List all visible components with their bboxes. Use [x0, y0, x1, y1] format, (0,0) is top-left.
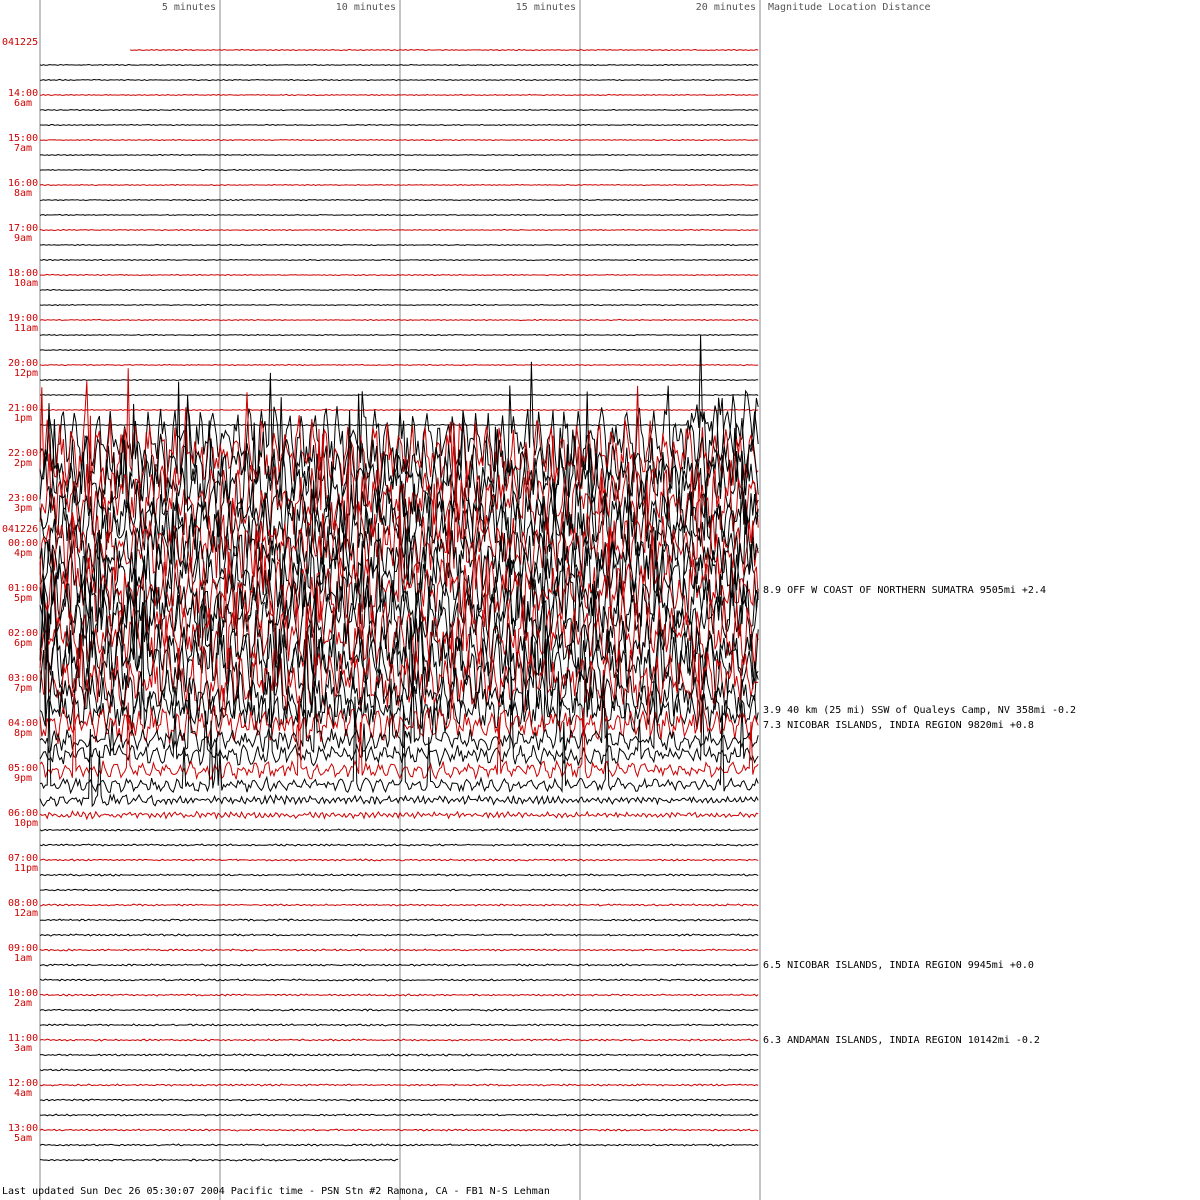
utc-hour-label: 01:00: [8, 583, 39, 594]
event-column-label: Magnitude Location Distance: [768, 2, 931, 13]
seismic-trace: [40, 904, 758, 906]
event-annotation: 3.9 40 km (25 mi) SSW of Qualeys Camp, NV 358mi -0.2: [763, 705, 1077, 716]
utc-hour-label: 00:00: [8, 538, 39, 549]
seismic-trace: [40, 1114, 758, 1116]
seismic-trace: [40, 889, 758, 891]
local-hour-label: 9am: [14, 233, 33, 244]
local-hour-label: 3pm: [14, 503, 33, 514]
event-annotation: 6.5 NICOBAR ISLANDS, INDIA REGION 9945mi +0.0: [763, 960, 1034, 971]
seismic-trace: [40, 409, 758, 410]
seismic-trace: [40, 1009, 758, 1011]
local-hour-label: 7pm: [14, 683, 33, 694]
seismic-trace: [40, 1144, 758, 1146]
seismic-trace: [40, 319, 758, 320]
utc-hour-label: 12:00: [8, 1078, 39, 1089]
local-hour-label: 2am: [14, 998, 33, 1009]
trace-group: [40, 49, 758, 1161]
seismic-trace: [40, 394, 758, 395]
local-hour-label: 10pm: [14, 818, 39, 829]
seismic-trace: [40, 169, 758, 170]
seismic-trace: [40, 1069, 758, 1071]
utc-hour-label: 05:00: [8, 763, 39, 774]
local-hour-label: 12pm: [14, 368, 39, 379]
seismic-trace: [40, 244, 758, 245]
local-hour-label: 10am: [14, 278, 39, 289]
local-hour-label: 12am: [14, 908, 39, 919]
utc-hour-label: 03:00: [8, 673, 39, 684]
seismic-trace: [40, 874, 758, 876]
minute-label: 20 minutes: [695, 2, 756, 13]
seismic-trace: [40, 829, 758, 831]
utc-hour-label: 23:00: [8, 493, 39, 504]
local-hour-label: 6am: [14, 98, 33, 109]
utc-hour-label: 22:00: [8, 448, 39, 459]
local-hour-label: 4pm: [14, 548, 33, 559]
seismic-trace: [40, 1129, 758, 1131]
minute-label: 5 minutes: [161, 2, 216, 13]
seismic-trace: [40, 349, 758, 350]
seismic-trace: [40, 64, 758, 65]
seismic-trace: [40, 844, 758, 846]
local-hour-label: 8pm: [14, 728, 33, 739]
local-hour-label: 5am: [14, 1133, 33, 1144]
utc-hour-label: 02:00: [8, 628, 39, 639]
utc-hour-label: 07:00: [8, 853, 39, 864]
seismic-trace: [40, 334, 758, 335]
seismic-trace: [40, 94, 758, 95]
seismic-trace: [40, 729, 758, 806]
footer-status: Last updated Sun Dec 26 05:30:07 2004 Pacific time - PSN Stn #2 Ramona, CA - FB1 N-S Lehman: [2, 1186, 550, 1197]
local-hour-label: 11am: [14, 323, 39, 334]
utc-hour-label: 20:00: [8, 358, 39, 369]
local-hour-label: 4am: [14, 1088, 33, 1099]
local-hour-label: 1am: [14, 953, 33, 964]
seismic-trace: [40, 934, 758, 936]
seismic-trace: [40, 79, 758, 80]
seismic-trace: [40, 979, 758, 981]
seismic-trace: [40, 1084, 758, 1086]
date-label: 041225: [2, 37, 39, 48]
seismic-trace: [40, 304, 758, 305]
utc-hour-label: 11:00: [8, 1033, 39, 1044]
seismic-trace: [40, 994, 758, 996]
seismic-trace: [40, 289, 758, 290]
seismic-trace: [40, 1054, 758, 1056]
event-annotation: 7.3 NICOBAR ISLANDS, INDIA REGION 9820mi +0.8: [763, 720, 1034, 731]
seismic-trace: [40, 949, 758, 951]
seismic-trace: [40, 811, 758, 819]
minute-label: 15 minutes: [515, 2, 576, 13]
seismic-trace: [40, 139, 758, 140]
utc-hour-label: 08:00: [8, 898, 39, 909]
seismic-trace: [40, 154, 758, 155]
seismic-trace: [40, 919, 758, 921]
local-hour-label: 2pm: [14, 458, 33, 469]
seismic-trace: [40, 109, 758, 110]
utc-hour-label: 18:00: [8, 268, 39, 279]
local-hour-label: 6pm: [14, 638, 33, 649]
seismic-trace: [40, 124, 758, 125]
utc-hour-label: 21:00: [8, 403, 39, 414]
seismic-trace: [40, 964, 758, 966]
seismic-trace: [40, 199, 758, 200]
seismic-trace: [40, 1099, 758, 1101]
utc-hour-label: 04:00: [8, 718, 39, 729]
utc-hour-label: 13:00: [8, 1123, 39, 1134]
minute-label: 10 minutes: [335, 2, 396, 13]
event-annotation: 8.9 OFF W COAST OF NORTHERN SUMATRA 9505mi +2.4: [763, 585, 1046, 596]
utc-hour-label: 09:00: [8, 943, 39, 954]
seismic-trace: [40, 379, 758, 380]
utc-hour-label: 06:00: [8, 808, 39, 819]
seismic-trace: [40, 364, 758, 365]
utc-hour-label: 17:00: [8, 223, 39, 234]
local-hour-label: 5pm: [14, 593, 33, 604]
local-hour-label: 9pm: [14, 773, 33, 784]
local-hour-label: 11pm: [14, 863, 39, 874]
event-annotation: 6.3 ANDAMAN ISLANDS, INDIA REGION 10142mi -0.2: [763, 1035, 1040, 1046]
local-hour-label: 8am: [14, 188, 33, 199]
seismic-trace: [130, 49, 758, 50]
seismic-trace: [40, 274, 758, 275]
seismic-trace: [40, 859, 758, 861]
seismic-trace: [40, 214, 758, 215]
utc-hour-label: 19:00: [8, 313, 39, 324]
local-hour-label: 7am: [14, 143, 33, 154]
seismic-trace: [40, 229, 758, 230]
local-hour-label: 3am: [14, 1043, 33, 1054]
date-label: 041226: [2, 524, 39, 535]
local-hour-label: 1pm: [14, 413, 33, 424]
utc-hour-label: 16:00: [8, 178, 39, 189]
utc-hour-label: 15:00: [8, 133, 39, 144]
seismic-trace: [40, 259, 758, 260]
utc-hour-label: 10:00: [8, 988, 39, 999]
seismic-trace: [40, 1039, 758, 1041]
seismic-trace: [40, 1159, 398, 1161]
seismic-trace: [40, 184, 758, 185]
utc-hour-label: 14:00: [8, 88, 39, 99]
seismic-trace: [40, 1024, 758, 1026]
chart-grid: [40, 0, 760, 1200]
